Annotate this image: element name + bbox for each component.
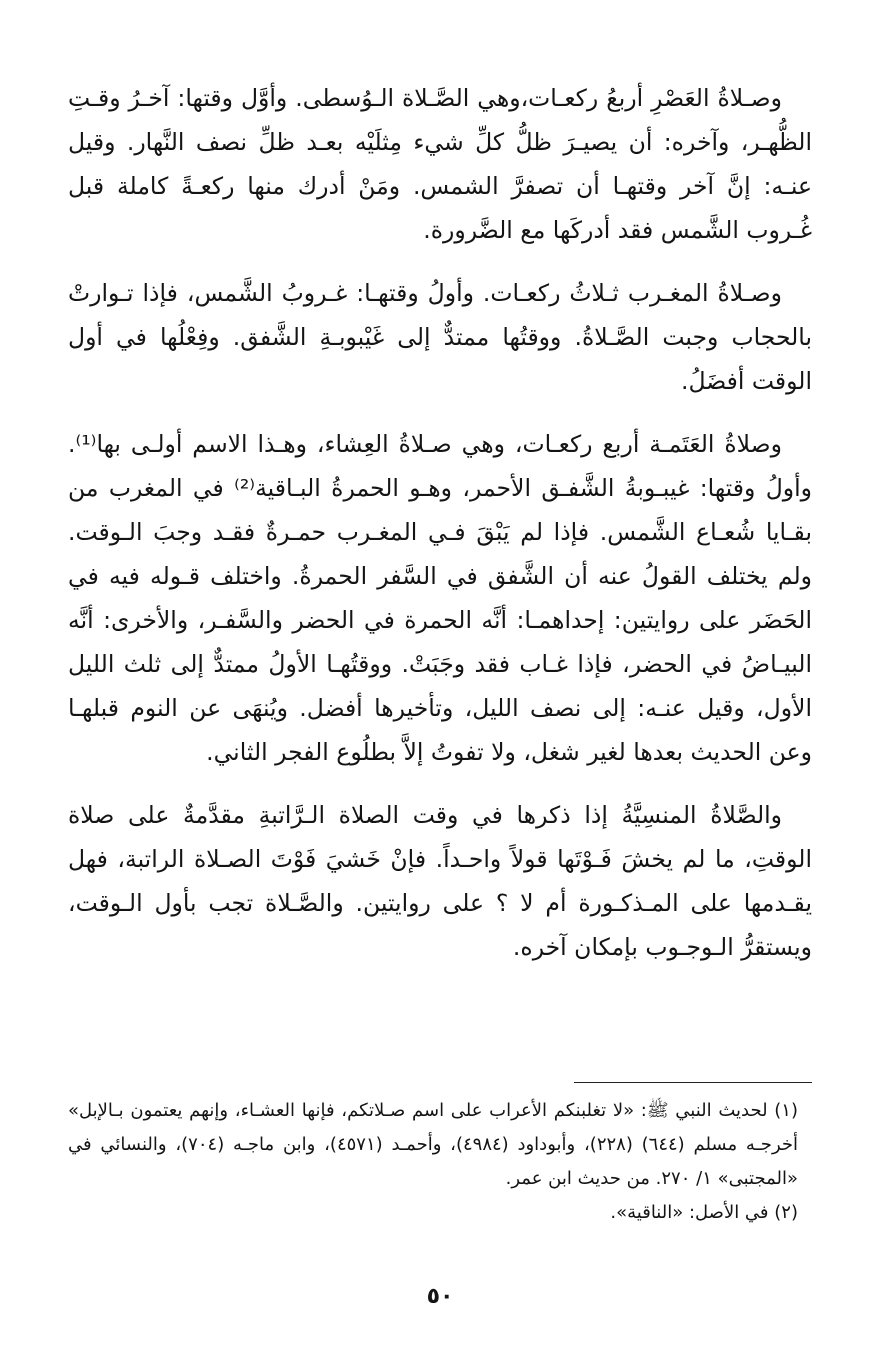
footnotes [68, 1094, 812, 1230]
paragraph-isha-prayer: وصلاةُ العَتَمـة أربع ركعـات، وهي صـلاةُ العِشاء، وهـذا الاسم أولـى بها⁽¹⁾. وأولُ وقتها: غيبـوبةُ الشَّفـق الأحمر، وهـو الحمرةُ البـاقية⁽²⁾ في المغرب من بقـايا شُعـاع الشَّمس. فإذا لم يَبْقَ فـي المغـرب حمـرةٌ فقـد وجبَ الـوقت. ولم يختلف القولُ عنه أن الشَّفق في السَّفر الحمرةُ. واختلف قـوله فيه في الحَضَر على روايتين: إحداهمـا: أنَّه الحمرة في الحضر والسَّفـر، والأخرى: أنَّه البيـاضُ في الحضر، فإذا غـاب فقد وجَبَتْ. ووقتُهـا الأولُ ممتدٌّ إلى ثلث الليل الأول، وقيل عنـه: إلى نصف الليل، وتأخيرها أفضل. ويُنهَى عن النوم قبلهـا وعن الحديث بعدها لغير شغل، ولا تفوتُ إلاَّ بطلُوع الفجر الثاني. [68, 430, 812, 766]
paragraph-asr-prayer: وصـلاةُ العَصْرِ أربعُ ركعـات،وهي الصَّـلاة الـوُسطى. وأوَّل وقتها: آخـرُ وقـتِ الظُّهـر، وآخره: أن يصيـرَ ظلُّ كلِّ شيء مِثلَيْه بعـد ظلِّ نصف النَّهار. وقيل عنـه: إنَّ آخر وقتهـا أن تصفرَّ الشمس. ومَنْ أدرك منها ركعـةً كاملة قبل غُـروب الشَّمس فقد أدركَها مع الضَّرورة. [68, 84, 812, 244]
main-text [68, 76, 812, 969]
paragraph-maghrib-prayer: وصـلاةُ المغـرب ثـلاثُ ركعـات. وأولُ وقتهـا: غـروبُ الشَّمس، فإذا تـوارتْ بالحجاب وجبت الصَّـلاةُ. ووقتُها ممتدٌّ إلى غَيْبوبـةِ الشَّفق. وفِعْلُها في أول الوقت أفضَلُ. [68, 279, 812, 395]
paragraph-forgotten-prayer: والصَّلاةُ المنسِيَّةُ إذا ذكرها في وقت الصلاة الـرَّاتبةِ مقدَّمةٌ على صلاة الوقتِ، ما لم يخشَ فَـوْتَها قولاً واحـداً. فإنْ خَشيَ فَوْتَ الصـلاة الراتبة، فهل يقـدمها على المـذكـورة أم لا ؟ على روايتين. والصَّـلاة تجب بأول الـوقت، ويستقرُّ الـوجـوب بإمكان آخره. [68, 801, 812, 961]
footnote-divider [574, 1082, 812, 1083]
page-number: ٥٠ [426, 1284, 454, 1309]
footnote-1: (١) لحديث النبي ﷺ: «لا تغلبنكم الأعراب على اسم صـلاتكم، فإنها العشـاء، وإنهم يعتمون بـالإبل» أخرجـه مسلم (٦٤٤) (٢٢٨)، وأبوداود (٤٩٨٤)، وأحمـد (٤٥٧١)، وابن ماجـه (٧٠٤)، والنسائي في «المجتبى» ١/ ٢٧٠. من حديث ابن عمر. [68, 1100, 798, 1189]
book-page [68, 76, 812, 1309]
footnote-2: (٢) في الأصل: «الناقية». [610, 1202, 798, 1223]
